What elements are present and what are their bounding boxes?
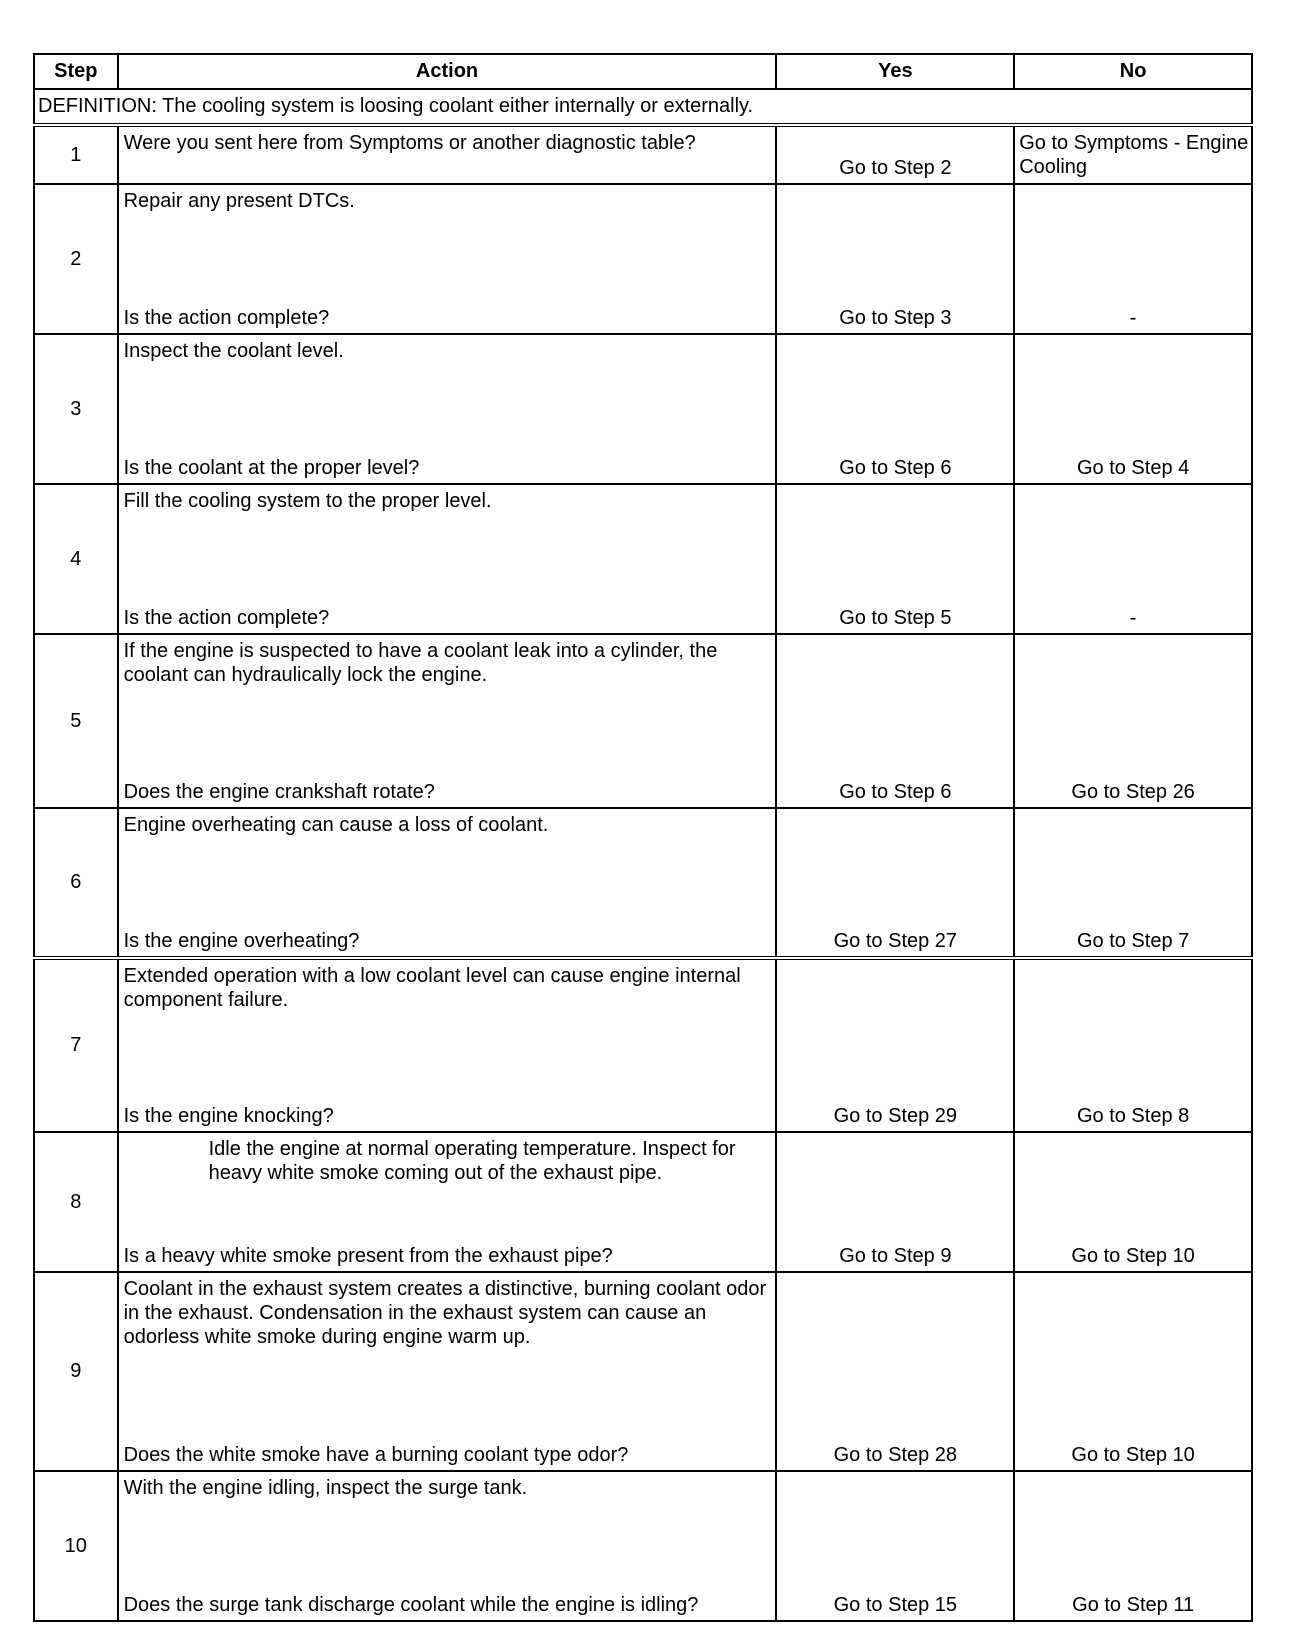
action-text: Engine overheating can cause a loss of coolant.: [123, 814, 549, 836]
yes-cell: [776, 184, 1014, 334]
step-number: 4: [34, 484, 118, 634]
no-cell: [1014, 1132, 1252, 1272]
action-cell: [118, 334, 777, 484]
action-text: Repair any present DTCs.: [123, 190, 355, 212]
no-answer: Go to Step 11: [1072, 1594, 1195, 1616]
action-question: Does the surge tank discharge coolant while the engine is idling?: [123, 1594, 699, 1616]
table-row: [34, 1471, 1252, 1621]
action-question: Does the engine crankshaft rotate?: [123, 781, 435, 803]
no-answer: Go to Symptoms - Engine Cooling: [1019, 132, 1249, 178]
table-row: [34, 125, 1252, 184]
action-cell: [118, 808, 777, 958]
step-number: 1: [34, 125, 118, 184]
yes-cell: [776, 958, 1014, 1132]
action-cell: [118, 1132, 777, 1272]
yes-answer: Go to Step 6: [839, 457, 952, 479]
no-answer: Go to Step 7: [1076, 930, 1190, 952]
step-number: 10: [34, 1471, 118, 1621]
action-cell: [118, 184, 777, 334]
table-row: [34, 184, 1252, 334]
action-text: If the engine is suspected to have a coolant leak into a cylinder, the coolant can hydraulically lock the engine.: [123, 640, 718, 686]
action-question: Does the white smoke have a burning coolant type odor?: [123, 1444, 629, 1466]
step-number: 2: [34, 184, 118, 334]
no-cell: [1014, 184, 1252, 334]
action-question: Is the action complete?: [123, 307, 330, 329]
yes-answer: Go to Step 2: [839, 157, 952, 179]
no-answer: Go to Step 26: [1071, 781, 1195, 803]
action-text: With the engine idling, inspect the surge tank.: [123, 1477, 528, 1499]
action-text: Idle the engine at normal operating temperature. Inspect for heavy white smoke coming out of the exhaust pipe.: [208, 1138, 736, 1184]
yes-cell: [776, 808, 1014, 958]
yes-answer: Go to Step 5: [839, 607, 952, 629]
action-text: Extended operation with a low coolant level can cause engine internal component failure.: [123, 965, 741, 1011]
action-cell: [118, 484, 777, 634]
yes-cell: [776, 634, 1014, 808]
no-answer: -: [1129, 307, 1137, 329]
table-row: [34, 634, 1252, 808]
no-answer: Go to Step 8: [1076, 1105, 1190, 1127]
yes-cell: [776, 484, 1014, 634]
action-question: Is the action complete?: [123, 607, 330, 629]
no-answer: Go to Step 10: [1071, 1245, 1195, 1267]
table-row: [34, 1272, 1252, 1471]
yes-answer: Go to Step 15: [833, 1594, 958, 1616]
yes-cell: [776, 1471, 1014, 1621]
no-answer: -: [1129, 607, 1137, 629]
table-row: [34, 334, 1252, 484]
action-text: Fill the cooling system to the proper level.: [123, 490, 492, 512]
yes-cell: [776, 125, 1014, 184]
no-cell: [1014, 808, 1252, 958]
action-cell: [118, 1272, 777, 1471]
action-cell: [118, 1471, 777, 1621]
action-question: Is the engine knocking?: [123, 1105, 334, 1127]
definition-text: DEFINITION: The cooling system is loosing coolant either internally or externally.: [34, 89, 1252, 125]
action-question: Is the engine overheating?: [123, 930, 360, 952]
no-answer: Go to Step 10: [1071, 1444, 1195, 1466]
table-row: [34, 484, 1252, 634]
header-step: Step: [34, 54, 118, 89]
step-number: 9: [34, 1272, 118, 1471]
step-number: 6: [34, 808, 118, 958]
no-answer: Go to Step 4: [1076, 457, 1190, 479]
action-cell: [118, 958, 777, 1132]
no-cell: [1014, 1272, 1252, 1471]
header-row: [34, 54, 1252, 89]
no-cell: [1014, 484, 1252, 634]
no-cell: [1014, 334, 1252, 484]
no-cell: [1014, 1471, 1252, 1621]
yes-answer: Go to Step 29: [833, 1105, 958, 1127]
action-question: Is a heavy white smoke present from the exhaust pipe?: [123, 1245, 613, 1267]
diagnostic-table: [33, 53, 1253, 1622]
no-cell: [1014, 634, 1252, 808]
definition-row: [34, 89, 1252, 125]
yes-answer: Go to Step 27: [833, 930, 958, 952]
table-row: [34, 1132, 1252, 1272]
action-cell: [118, 634, 777, 808]
yes-answer: Go to Step 6: [839, 781, 952, 803]
action-question: Is the coolant at the proper level?: [123, 457, 420, 479]
yes-answer: Go to Step 3: [839, 307, 952, 329]
yes-cell: [776, 1132, 1014, 1272]
action-cell: [118, 125, 777, 184]
step-number: 8: [34, 1132, 118, 1272]
action-text: Inspect the coolant level.: [123, 340, 344, 362]
action-text: Coolant in the exhaust system creates a distinctive, burning coolant odor in the exhaust. Condensation in the exhaust system can cause an odorless white smoke during engine warm up.: [123, 1278, 767, 1348]
no-cell: [1014, 958, 1252, 1132]
no-cell: [1014, 125, 1252, 184]
yes-answer: Go to Step 9: [839, 1245, 952, 1267]
step-number: 7: [34, 958, 118, 1132]
step-number: 3: [34, 334, 118, 484]
header-yes: Yes: [776, 54, 1014, 89]
header-action: Action: [118, 54, 777, 89]
yes-cell: [776, 1272, 1014, 1471]
table-row: [34, 958, 1252, 1132]
yes-answer: Go to Step 28: [833, 1444, 958, 1466]
step-number: 5: [34, 634, 118, 808]
table-row: [34, 808, 1252, 958]
action-text: Were you sent here from Symptoms or another diagnostic table?: [123, 132, 696, 154]
header-no: No: [1014, 54, 1252, 89]
yes-cell: [776, 334, 1014, 484]
